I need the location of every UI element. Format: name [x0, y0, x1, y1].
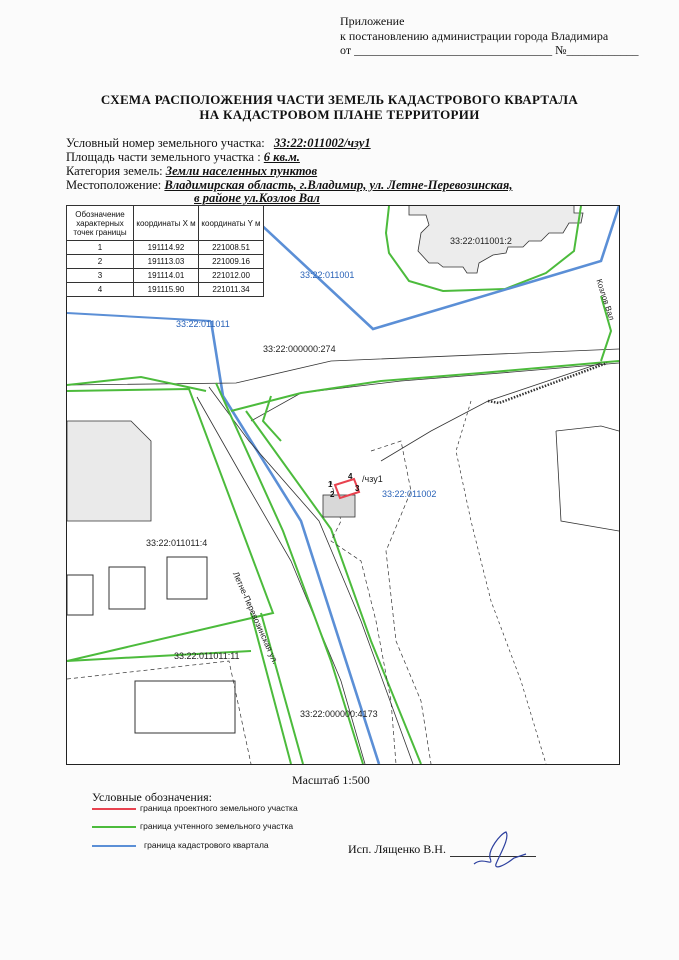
appendix-label: Приложение	[340, 14, 405, 28]
point-label-1: 1	[328, 480, 333, 489]
legend-line-registered	[92, 826, 136, 828]
plot-number-value: 33:22:011002/чзу1	[273, 136, 371, 150]
scale-label: Масштаб 1:500	[292, 773, 370, 787]
resolution-ref: к постановлению администрации города Владимира	[340, 29, 609, 43]
map-label-011001: 33:22:011001	[300, 270, 355, 280]
signature-name: Исп. Лященко В.Н.	[348, 842, 446, 856]
table-cell: 191114.92	[134, 241, 199, 255]
street-label-kozlov: Козлов Вал	[594, 278, 617, 322]
map-label-011011: 33:22:011011	[176, 319, 230, 329]
building-small-2	[167, 557, 207, 599]
location-row-2	[194, 191, 320, 206]
area-value: 6 кв.м.	[263, 150, 300, 164]
legend-label-quarter: граница кадастрового квартала	[144, 840, 269, 850]
legend-label-registered: граница учтенного земельного участка	[140, 821, 294, 831]
map-label-4173: 33:22:000000:4173	[300, 709, 378, 719]
table-cell: 191113.03	[134, 255, 199, 269]
location-value-2: в районе ул.Козлов Вал	[194, 191, 320, 205]
area-row	[66, 150, 300, 165]
location-value-1: Владимирская область, г.Владимир, ул. Летне-Перевозинская,	[164, 178, 513, 192]
document-subtitle: НА КАДАСТРОВОМ ПЛАНЕ ТЕРРИТОРИИ	[199, 107, 480, 122]
location-label: Местоположение:	[66, 178, 162, 192]
map-label-011011-4: 33:22:011011:4	[146, 538, 208, 548]
document-title: СХЕМА РАСПОЛОЖЕНИЯ ЧАСТИ ЗЕМЕЛЬ КАДАСТРОВОГО КВАРТАЛА	[100, 92, 579, 107]
dashed-lower-left	[67, 661, 251, 764]
registered-boundary-lower-1	[251, 613, 291, 764]
dotted-lot	[456, 401, 546, 764]
table-row	[67, 241, 264, 255]
point-label-4: 4	[348, 472, 353, 481]
map-label-011011-11: 33:22:011011:11	[174, 651, 240, 661]
legend-title: Условные обозначения:	[92, 790, 213, 804]
table-row	[67, 255, 264, 269]
category-row	[66, 164, 317, 179]
legend-line-project	[92, 808, 136, 810]
plot-number-row	[66, 136, 371, 151]
map-label-011002: 33:22:011002	[382, 489, 437, 499]
legend-line-quarter	[92, 845, 136, 847]
right-structure	[556, 426, 619, 431]
map-label-011001-2: 33:22:011001:2	[450, 236, 512, 246]
table-header-x: координаты X м	[134, 206, 199, 241]
table-cell: 4	[67, 283, 134, 297]
quarter-boundary-diagonal	[211, 321, 379, 764]
point-label-2: 2	[330, 490, 335, 499]
date-number-line: от _________________________________ №____________	[340, 43, 639, 57]
table-cell: 1	[67, 241, 134, 255]
table-cell: 221011.34	[199, 283, 264, 297]
table-header-row	[67, 206, 264, 241]
building-lower	[135, 681, 235, 733]
right-structure-2	[556, 431, 619, 531]
small-building	[323, 495, 355, 517]
map-label-chzu: /чзу1	[362, 474, 383, 484]
table-cell: 221009.16	[199, 255, 264, 269]
building-small-3	[67, 575, 93, 615]
point-label-3: 3	[355, 484, 360, 493]
registered-boundary-road	[231, 361, 619, 411]
table-row	[67, 283, 264, 297]
street-label: Летне-Перевозинская ул.	[230, 570, 281, 666]
map-label-274: 33:22:000000:274	[263, 344, 336, 354]
table-cell: 221012.00	[199, 269, 264, 283]
building-left	[67, 421, 151, 521]
category-value: Земли населенных пунктов	[165, 164, 318, 178]
legend-label-project: граница проектного земельного участка	[140, 803, 298, 813]
area-label: Площадь части земельного участка :	[66, 150, 261, 164]
plot-number-label: Условный номер земельного участка:	[66, 136, 265, 150]
table-header-y: координаты Y м	[199, 206, 264, 241]
table-cell: 191114.01	[134, 269, 199, 283]
coordinates-table	[66, 205, 264, 297]
table-cell: 191115.90	[134, 283, 199, 297]
handwritten-signature	[470, 828, 530, 874]
table-cell: 3	[67, 269, 134, 283]
table-row	[67, 269, 264, 283]
building-small-1	[109, 567, 145, 609]
table-cell: 2	[67, 255, 134, 269]
category-label: Категория земель:	[66, 164, 163, 178]
table-header-points: Обозначение характерных точек границы	[67, 206, 134, 241]
table-cell: 221008.51	[199, 241, 264, 255]
